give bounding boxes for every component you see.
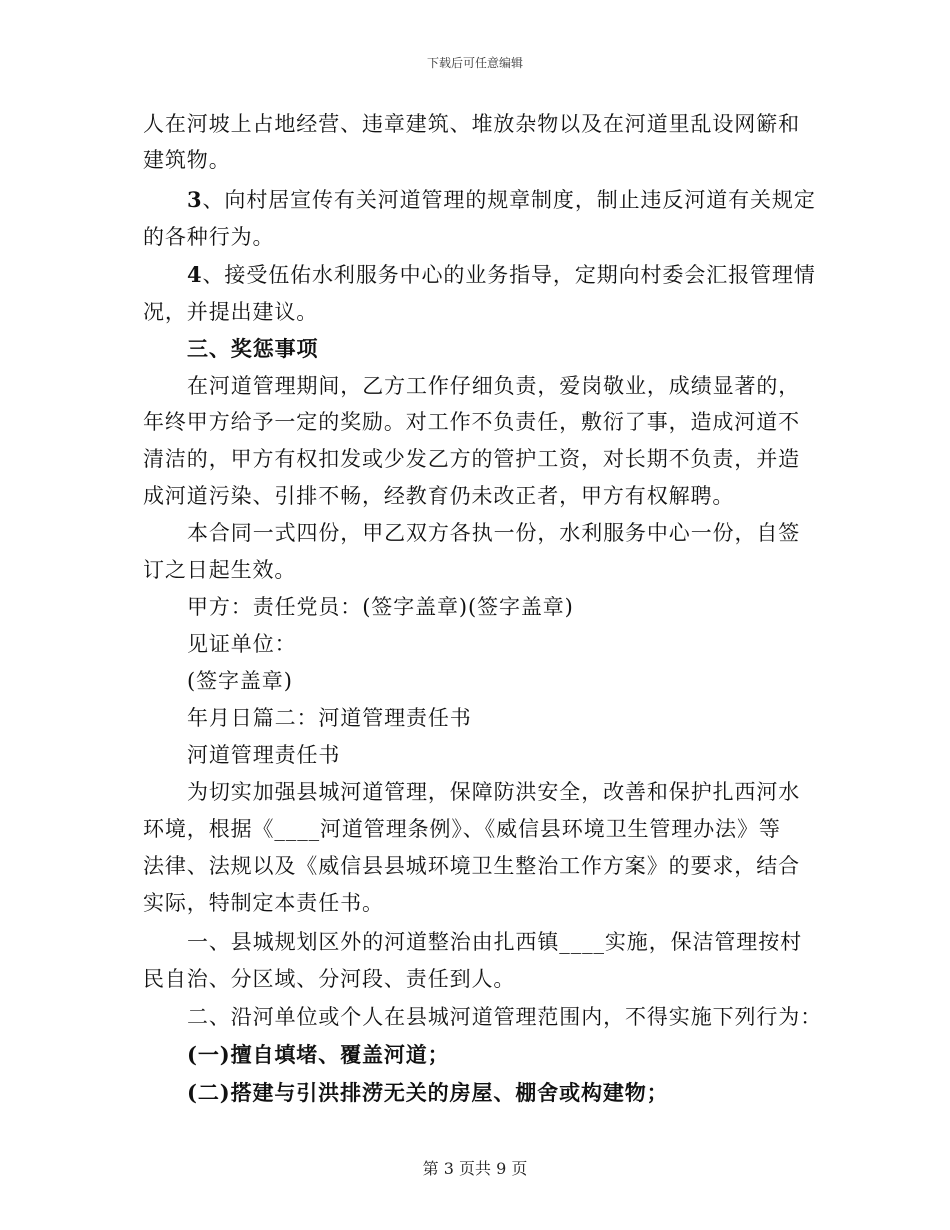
text-line: 成河道污染、引排不畅，经教育仍未改正者，甲方有权解聘。 (143, 484, 735, 508)
text-line (187, 259, 857, 291)
signature-line: 甲方：责任党员：(签字盖章)(签字盖章) (187, 595, 574, 619)
text-line: 法律、法规以及《威信县县城环境卫生整治工作方案》的要求，结合 (143, 854, 800, 878)
text-line: 年月日篇二：河道管理责任书 (187, 706, 472, 730)
signature-line: (签字盖章) (187, 669, 293, 693)
text-line: 建筑物。 (143, 148, 231, 172)
page-header: 下载后可任意编辑 (426, 56, 523, 70)
line-text: 、向村居宣传有关河道管理的规章制度，制止违反河道有关规定 (202, 188, 816, 212)
item-number: 4 (187, 262, 203, 287)
text-line: 民自治、分区域、分河段、责任到人。 (143, 967, 516, 991)
list-item: (一)擅自填堵、覆盖河道； (187, 1042, 450, 1067)
text-line: 的各种行为。 (143, 225, 275, 249)
text-line (187, 184, 857, 216)
witness-line: 见证单位： (187, 632, 297, 656)
text-line: 清洁的，甲方有权扣发或少发乙方的管护工资，对长期不负责，并造 (143, 447, 800, 471)
text-line: 环境，根据《____河道管理条例》、《威信县环境卫生管理办法》等 (143, 817, 781, 841)
document-title: 河道管理责任书 (187, 743, 341, 767)
text-line: 本合同一式四份，甲乙双方各执一份，水利服务中心一份，自签 (187, 521, 801, 545)
text-line: 年终甲方给予一定的奖励。对工作不负责任，敷衍了事，造成河道不 (143, 410, 800, 434)
text-line: 订之日起生效。 (143, 558, 297, 582)
text-line: 况，并提出建议。 (143, 300, 319, 324)
section-heading: 三、奖惩事项 (187, 336, 319, 361)
text-line: 二、沿河单位或个人在县城河道管理范围内，不得实施下列行为： (187, 1005, 823, 1029)
text-line: 一、县城规划区外的河道整治由扎西镇____实施，保洁管理按村 (187, 930, 802, 954)
text-line: 在河道管理期间，乙方工作仔细负责，爱岗敬业，成绩显著的， (187, 374, 801, 398)
line-text: 、接受伍佑水利服务中心的业务指导，定期向村委会汇报管理情 (202, 263, 816, 287)
text-line: 为切实加强县城河道管理，保障防洪安全，改善和保护扎西河水 (187, 780, 801, 804)
list-item: (二)搭建与引洪排涝无关的房屋、棚舍或构建物； (187, 1080, 669, 1105)
text-line: 人在河坡上占地经营、违章建筑、堆放杂物以及在河道里乱设网簖和 (143, 112, 800, 136)
item-number: 3 (187, 187, 203, 212)
page-footer: 第 3 页共 9 页 (422, 1159, 528, 1178)
text-line: 实际，特制定本责任书。 (143, 891, 384, 915)
